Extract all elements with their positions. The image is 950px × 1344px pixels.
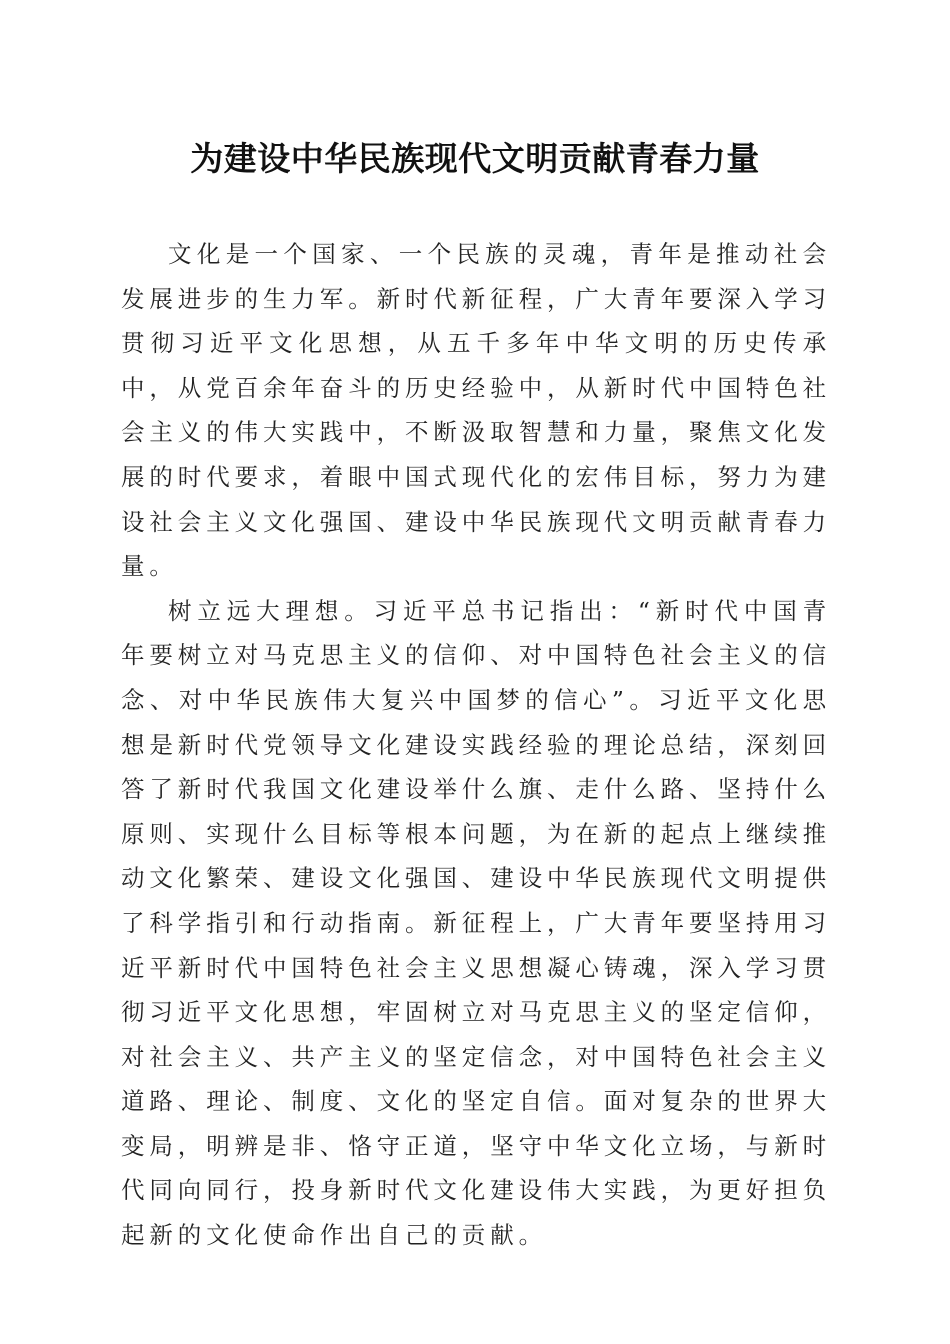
paragraph-ideals: 树立远大理想。习近平总书记指出：“新时代中国青年要树立对马克思主义的信仰、对中国特色社会主义的信念、对中华民族伟大复兴中国梦的信心”。习近平文化思想是新时代党领导文化建设实践经验的理论总结，深刻回答了新时代我国文化建设举什么旗、走什么路、坚持什么原则、实现什么目标等根本问题，为在新的起点上继续推动文化繁荣、建设文化强国、建设中华民族现代文明提供了科学指引和行动指南。新征程上，广大青年要坚持用习近平新时代中国特色社会主义思想凝心铸魂，深入学习贯彻习近平文化思想，牢固树立对马克思主义的坚定信仰，对社会主义、共产主义的坚定信念，对中国特色社会主义道路、理论、制度、文化的坚定自信。面对复杂的世界大变局，明辨是非、恪守正道，坚守中华文化立场，与新时代同向同行，投身新时代文化建设伟大实践，为更好担负起新的文化使命作出自己的贡献。 bbox=[121, 596, 831, 1250]
document-body bbox=[121, 232, 831, 1258]
document-title: 为建设中华民族现代文明贡献青春力量 bbox=[190, 139, 760, 178]
paragraph-intro: 文化是一个国家、一个民族的灵魂，青年是推动社会发展进步的生力军。新时代新征程，广大青年要深入学习贯彻习近平文化思想，从五千多年中华文明的历史传承中，从党百余年奋斗的历史经验中，从新时代中国特色社会主义的伟大实践中，不断汲取智慧和力量，聚焦文化发展的时代要求，着眼中国式现代化的宏伟目标，努力为建设社会主义文化强国、建设中华民族现代文明贡献青春力量。 bbox=[121, 240, 831, 581]
